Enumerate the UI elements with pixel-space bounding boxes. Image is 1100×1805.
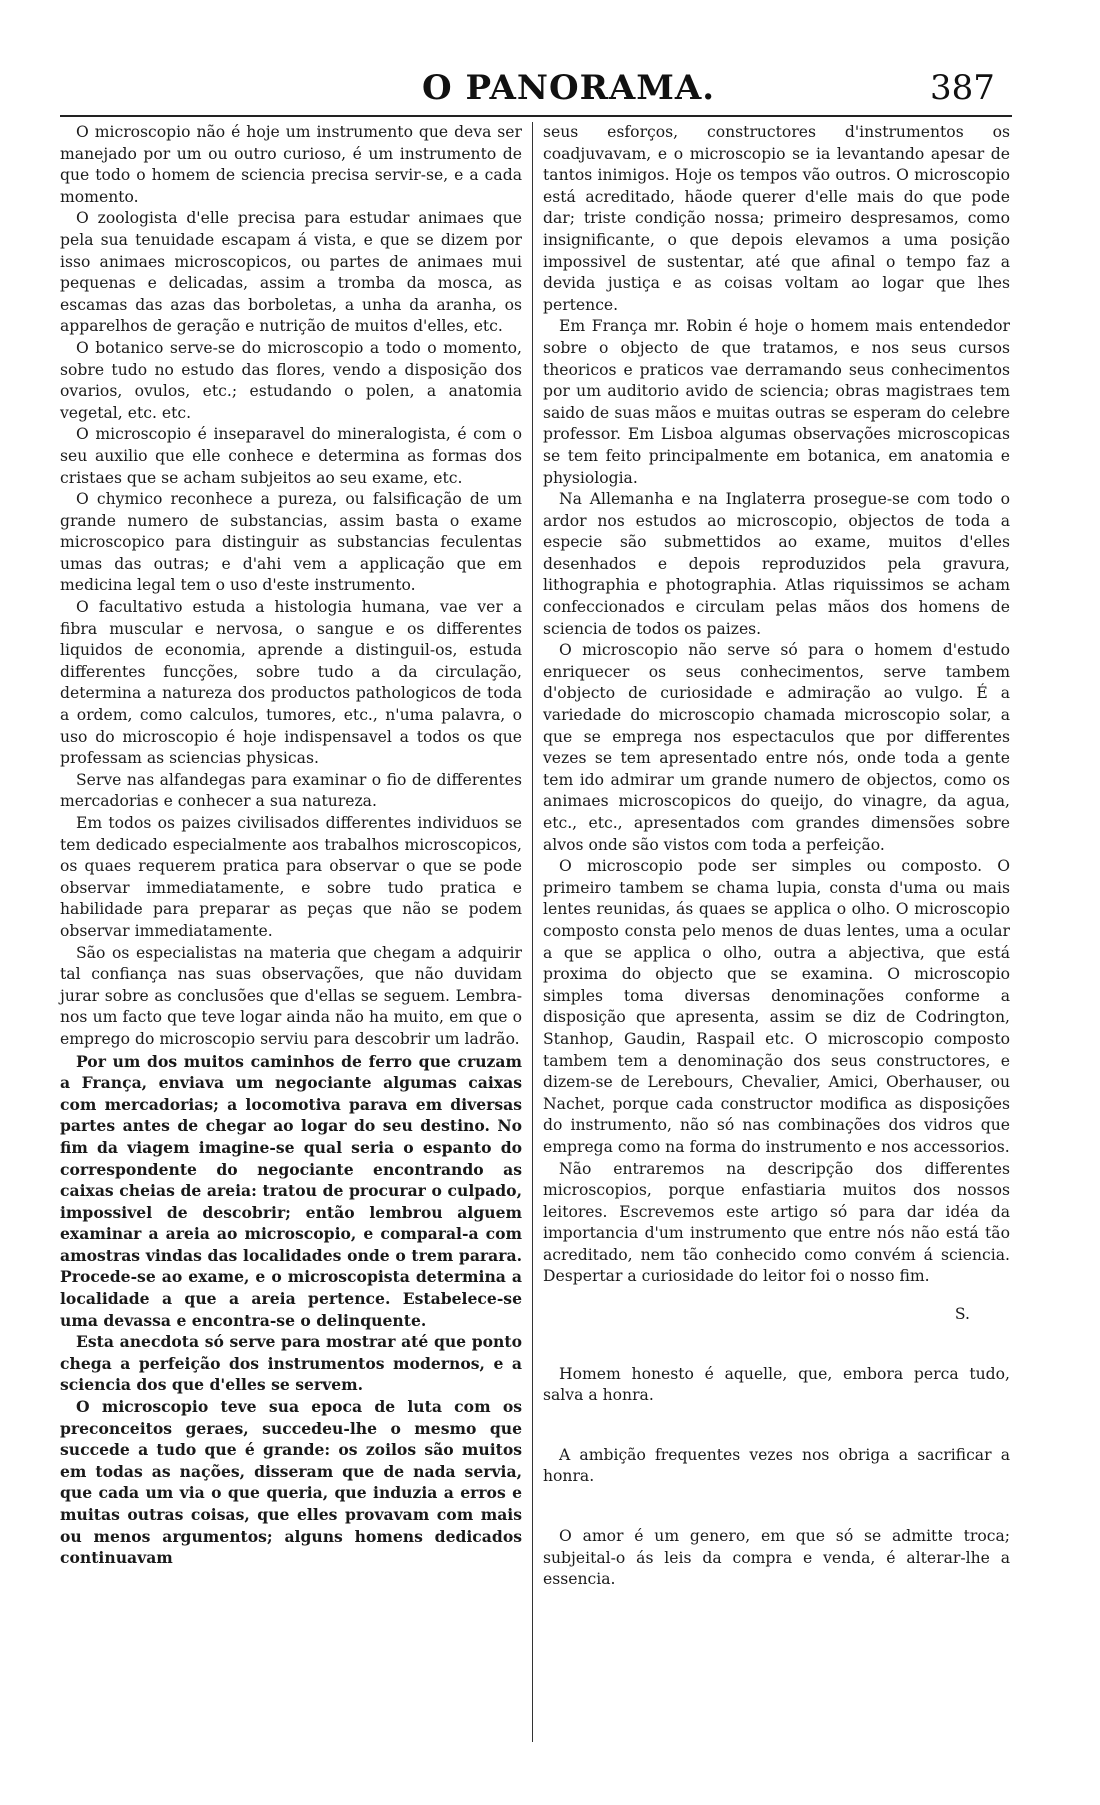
maxim: O amor é um genero, em que só se admitte troca; subjeital-o ás leis da compra e venda, é alterar-lhe a essencia.: [543, 1527, 1010, 1589]
paragraph: Por um dos muitos caminhos de ferro que cruzam a França, enviava um negociante algumas caixas com mercadorias; a locomotiva parava em diversas partes antes de chegar ao logar do seu destino. No fim da viagem imagine-se qual seria o espanto do correspondente do negociante encontrando as caixas cheias de areia: tratou de procurar o culpado, impossivel de descobrir; então lembrou alguem examinar a areia ao microscopio, e comparal-a com amostras vindas das localidades onde o trem parara. Procede-se ao exame, e o microscopista determina a localidade a que a areia pertence. Estabelece-se uma devassa e encontra-se o delinquente.: [60, 1051, 522, 1330]
paragraph: Em todos os paizes civilisados differentes individuos se tem dedicado especialmente aos trabalhos microscopicos, os quaes requerem pratica para observar o que se pode observar immediatamente, e sobre tudo pratica e habilidade para preparar as peças que não se podem observar immediatamente.: [60, 814, 522, 940]
paragraph: O botanico serve-se do microscopio a todo o momento, sobre tudo no estudo das flores, vendo a disposição dos ovarios, ovulos, etc.; estudando o polen, a anatomia vegetal, etc. etc.: [60, 338, 522, 422]
maxim: A ambição frequentes vezes nos obriga a sacrificar a honra.: [543, 1445, 1010, 1486]
column-divider: [532, 122, 533, 1742]
author-signature: S.: [954, 1305, 970, 1324]
paragraph: O chymico reconhece a pureza, ou falsificação de um grande numero de substancias, assim basta o exame microscopico para distinguir as substancias feculentas umas das outras; e d'ahi vem a applicação que em medicina legal tem o uso d'este instrumento.: [60, 490, 522, 595]
header-rule: [60, 115, 1012, 117]
paragraph: Esta anecdota só serve para mostrar até que ponto chega a perfeição dos instrumentos modernos, e a sciencia dos que d'elles se servem.: [60, 1332, 522, 1395]
maxim: Homem honesto é aquelle, que, embora perca tudo, salva a honra.: [543, 1364, 1010, 1405]
masthead-title: O PANORAMA.: [422, 68, 716, 108]
right-column: [543, 122, 1010, 1591]
page-number: 387: [930, 68, 995, 108]
paragraph: O microscopio não é hoje um instrumento que deva ser manejado por um ou outro curioso, é um instrumento de que todo o homem de sciencia precisa servir-se, e a cada momento.: [60, 123, 522, 206]
paragraph: Na Allemanha e na Inglaterra prosegue-se com todo o ardor nos estudos ao microscopio, objectos de toda a especie são submettidos ao exame, muitos d'elles desenhados e depois reproduzidos pela gravura, lithographia e photographia. Atlas riquissimos se acham confeccionados e circulam pelas mãos dos homens de sciencia de todos os paizes.: [543, 490, 1010, 638]
paragraph: O microscopio teve sua epoca de luta com os preconceitos geraes, succedeu-lhe o mesmo que succede a tudo que é grande: os zoilos são muitos em todas as nações, disseram que de nada servia, que cada um via o que queria, que induzia a erros e muitas outras coisas, que elles provavam com mais ou menos argumentos; alguns homens dedicados continuavam: [60, 1397, 522, 1568]
paragraph: O microscopio é inseparavel do mineralogista, é com o seu auxilio que elle conhece e determina as formas dos cristaes que se acham subjeitos ao seu exame, etc.: [60, 425, 522, 487]
paragraph: O microscopio não serve só para o homem d'estudo enriquecer os seus conhecimentos, serve tambem d'objecto de curiosidade e admiração ao vulgo. É a variedade do microscopio chamada microscopio solar, a que se emprega nos espectaculos que por differentes vezes se tem apresentado entre nós, onde toda a gente tem ido admirar um grande numero de objectos, como os animaes microscopicos do queijo, do vinagre, da agua, etc., etc., apresentados com grandes dimensões sobre alvos onde são vistos com toda a perfeição.: [543, 641, 1010, 854]
paragraph: Em França mr. Robin é hoje o homem mais entendedor sobre o objecto de que tratamos, e nos seus cursos theoricos e praticos vae derramando seus conhecimentos por um auditorio avido de sciencia; obras magistraes tem saido de suas mãos e muitas outras se esperam do celebre professor. Em Lisboa algumas observações microscopicas se tem feito principalmente em botanica, em anatomia e physiologia.: [543, 317, 1010, 487]
paragraph: O facultativo estuda a histologia humana, vae ver a fibra muscular e nervosa, o sangue e os differentes liquidos de economia, aprende a distinguil-os, estuda differentes funcções, sobre tudo a da circulação, determina a natureza dos productos pathologicos de toda a ordem, como calculos, tumores, etc., n'uma palavra, o uso do microscopio é hoje indispensavel a todos os que professam as sciencias physicas.: [60, 598, 522, 768]
left-column: [60, 122, 522, 1569]
paragraph: São os especialistas na materia que chegam a adquirir tal confiança nas suas observações, que não duvidam jurar sobre as conclusões que d'ellas se seguem. Lembra-nos um facto que teve logar ainda não ha muito, em que o emprego do microscopio serviu para descobrir um ladrão.: [60, 943, 522, 1048]
paragraph: Serve nas alfandegas para examinar o fio de differentes mercadorias e conhecer a sua natureza.: [60, 770, 522, 811]
paragraph: O microscopio pode ser simples ou composto. O primeiro tambem se chama lupia, consta d'uma ou mais lentes reunidas, ás quaes se applica o olho. O microscopio composto consta pelo menos de duas lentes, uma a ocular a que se applica o olho, outra a abjectiva, que está proxima do objecto que se examina. O microscopio simples toma diversas denominações conforme a disposição que apresenta, assim se diz de Codrington, Stanhop, Gaudin, Raspail etc. O microscopio composto tambem tem a denominação dos seus constructores, e dizem-se de Lerebours, Chevalier, Amici, Oberhauser, ou Nachet, porque cada constructor modifica as disposições do instrumento, não só nas combinações dos vidros que emprega como na forma do instrumento e nos accessorios.: [543, 857, 1010, 1156]
paragraph: seus esforços, constructores d'instrumentos os coadjuvavam, e o microscopio se ia levantando apesar de tantos inimigos. Hoje os tempos vão outros. O microscopio está acreditado, hãode querer d'elle mais do que pode dar; triste condição nossa; primeiro despresamos, como insignificante, o que depois elevamos a uma posição impossivel de sustentar, até que afinal o tempo faz a devida justiça e as coisas voltam ao logar que lhes pertence.: [543, 123, 1010, 314]
paragraph: Não entraremos na descripção dos differentes microscopios, porque enfastiaria muitos dos nossos leitores. Escrevemos este artigo só para dar idéa da importancia d'um instrumento que entre nós não está tão acreditado, nem tão conhecido como convém á sciencia. Despertar a curiosidade do leitor foi o nosso fim.: [543, 1159, 1010, 1286]
paragraph: O zoologista d'elle precisa para estudar animaes que pela sua tenuidade escapam á vista, e que se dizem por isso animaes microscopicos, ou partes de animaes mui pequenas e delicadas, assim a tromba da mosca, as escamas das azas das borboletas, a unha da aranha, os apparelhos de geração e nutrição de muitos d'elles, etc.: [60, 209, 522, 336]
